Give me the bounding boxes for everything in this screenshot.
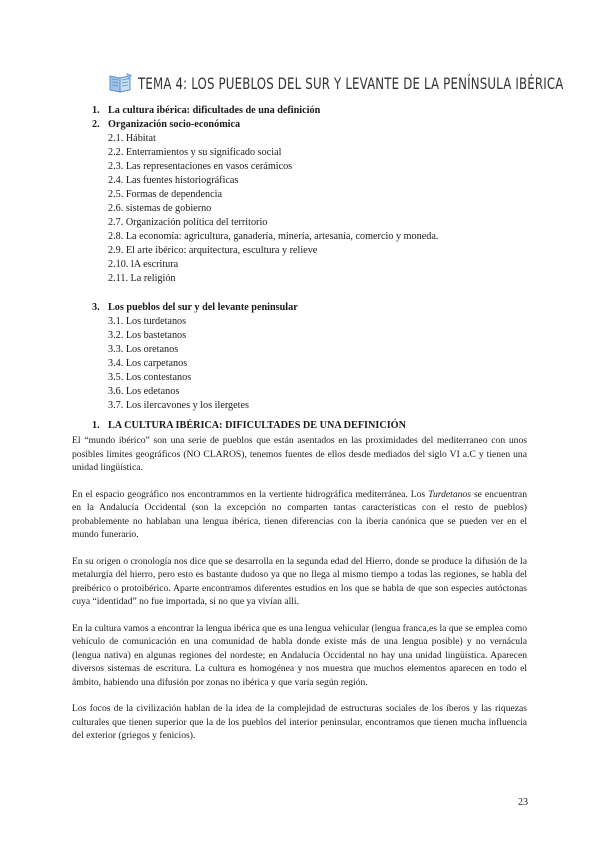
section-heading: 1. LA CULTURA IBÉRICA: DIFICULTADES DE UNA DEFINICIÓN [92,420,406,431]
toc-item-3: 3. Los pueblos del sur y del levante peninsular [92,302,298,313]
emphasis-turdetanos: Turdetanos [428,488,471,500]
toc-item-1: 1. La cultura ibérica: dificultades de una definición [92,105,321,116]
document-title [108,72,600,94]
toc-subitem: 2.11. La religión [108,273,176,284]
toc-subitem: 2.9. El arte ibérico: arquitectura, escultura y relieve [108,245,318,256]
toc-item-2: 2. Organización socio-económica [92,119,241,130]
toc-subitem: 2.2. Enterramientos y su significado social [108,147,282,158]
toc-subitem: 2.3. Las representaciones en vasos cerámicos [108,161,293,172]
paragraph: En su origen o cronología nos dice que se desarrolla en la segunda edad del Hierro, donde se produce la difusión de la metalurgia del hierro, pero esto es bastante dudoso ya que no llega al mismo tiempo a todas las regiones, se habla del preibérico o protoibérico. Aparte encontramos diferentes estudios en los que se habla de que son especies autóctonas cuya “identidad” no fue importada, si no que ya vivían allí. [72,555,527,607]
toc-subitem: 3.5. Los contestanos [108,372,192,383]
toc-subitem: 3.1. Los turdetanos [108,316,187,327]
toc-subitem: 2.8. La economía: agricultura, ganadería, minería, artesanía, comercio y moneda. [108,231,439,242]
toc-subitem: 3.6. Los edetanos [108,386,180,397]
spacer [92,286,552,301]
paragraph: El “mundo ibérico” son una serie de pueblos que están asentados en las proximidades del mediterraneo con unos posibles límites geográficos (NO CLAROS), tenemos fuentes de ellos desde mediados del siglo VI a.C y tienen una unidad lingüística. [72,435,527,473]
book-icon [108,72,134,94]
paragraph: Los focos de la civilización hablan de la idea de la complejidad de estructuras sociales de los íberos y las riquezas culturales que tienen superior que la de los pueblos del interior peninsular, encontramos que tienen mucha influencia del exterior (griegos y fenicios). [72,703,527,741]
toc-subitem: 2.6. sistemas de gobierno [108,203,212,214]
title-text: TEMA 4: LOS PUEBLOS DEL SUR Y LEVANTE DE LA PENÍNSULA IBÉRICA [138,73,564,93]
toc-subitem: 2.4. Las fuentes historiográficas [108,175,239,186]
toc-subitem: 2.10. lA escritura [108,259,179,270]
page-number: 23 [518,797,528,808]
toc-subitem: 3.2. Los bastetanos [108,330,187,341]
table-of-contents [92,104,552,413]
toc-subitem: 3.4. Los carpetanos [108,358,188,369]
toc-subitem: 2.7. Organización política del territorio [108,217,268,228]
paragraph: En la cultura vamos a encontrar la lengua ibérica que es una lengua vehicular (lengua franca,es la que se emplea como vehículo de comunicación en una comunidad de habla donde existe más de una lengua posible) y no vernácula (lengua nativa) en algunas regiones del nordeste; en Andalucía Occidental no hay una unidad lingüística. Aparecen diversos sistemas de escritura. La cultura es homogénea y nos muestra que muchos elementos aparecen en todo el ámbito, habiendo una difusión por zonas no ibérica y que varía según región. [72,622,527,688]
toc-subitem: 3.3. Los oretanos [108,344,179,355]
toc-subitem: 2.5. Formas de dependencia [108,189,223,200]
toc-subitem: 3.7. Los ilercavones y los ilergetes [108,400,249,411]
paragraph: En el espacio geográfico nos encontrammos en la vertiente hidrográfica mediterránea. Los Turdetanos se encuentran en la Andalucía Occidental (son la excepción no comparten tantas características con el resto de pueblos) probablemente no hablaban una lengua ibérica, tienen diferencias con la iberia canónica que se pueden ver en el mundo funerario. [72,488,527,540]
toc-subitem: 2.1. Hábitat [108,133,156,144]
body-text [72,434,527,743]
